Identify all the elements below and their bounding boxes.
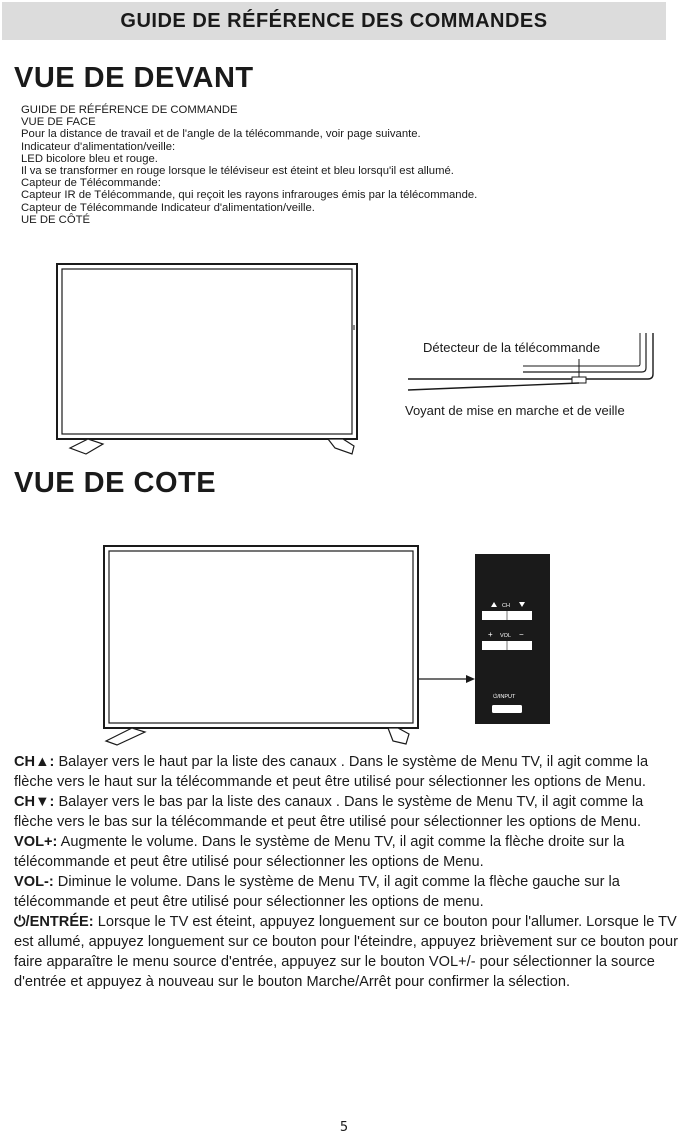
page-number: 5 <box>339 1120 349 1135</box>
button-descriptions <box>14 752 686 992</box>
description-label: VOL+: <box>14 834 58 850</box>
front-view-line: LED bicolore bleu et rouge. <box>21 152 158 165</box>
page-title: GUIDE DE RÉFÉRENCE DES COMMANDES <box>120 9 548 32</box>
front-view-line: Capteur IR de Télécommande, qui reçoit les rayons infrarouges émis par la télécommande. <box>21 189 478 202</box>
description-vol-minus <box>14 872 686 912</box>
front-view-line: Capteur de Télécommande Indicateur d'alimentation/veille. <box>21 201 315 214</box>
side-view-heading: VUE DE COTE <box>14 467 217 499</box>
vol-plus-label: + <box>488 630 493 639</box>
description-ch-down <box>14 792 686 832</box>
vol-label: VOL <box>500 633 512 639</box>
ch-label: CH <box>502 603 510 609</box>
power-led-callout: Voyant de mise en marche et de veille <box>405 403 625 418</box>
side-tv-left-foot <box>106 728 145 745</box>
front-view-line: Indicateur d'alimentation/veille: <box>21 140 176 153</box>
description-label: ⏻/ENTRÉE: <box>14 914 94 930</box>
description-text: Balayer vers le bas par la liste des canaux . Dans le système de Menu TV, il agit comme la flèche vers le bas sur la télécommande et peut être utilisé pour sélectionner les options de Menu. <box>14 794 644 830</box>
remote-sensor-window <box>572 377 586 383</box>
description-label: VOL-: <box>14 874 54 890</box>
description-vol-plus <box>14 832 686 872</box>
front-view-line: Pour la distance de travail et de l'angle de la télécommande, voir page suivante. <box>21 128 421 141</box>
description-ch-up <box>14 752 686 792</box>
description-power-input <box>14 912 686 992</box>
input-label: ⏻/INPUT <box>493 694 516 700</box>
description-text: Diminue le volume. Dans le système de Menu TV, il agit comme la flèche gauche sur la télécommande et peut être utilisé pour sélectionner les options de menu. <box>14 874 620 910</box>
front-view-line: Capteur de Télécommande: <box>21 177 161 190</box>
description-text: Augmente le volume. Dans le système de Menu TV, il agit comme la flèche droite sur la télécommande et peut être utilisé pour sélectionner les options de Menu. <box>14 834 625 870</box>
vol-minus-label: − <box>519 630 524 639</box>
front-view-line: UE DE CÔTÉ <box>21 213 91 226</box>
front-view-line: Il va se transformer en rouge lorsque le téléviseur est éteint et bleu lorsqu'il est allumé. <box>21 165 454 178</box>
front-tv-screen <box>62 269 352 434</box>
description-text: Balayer vers le haut par la liste des canaux . Dans le système de Menu TV, il agit comme la flèche vers le haut sur la télécommande et peut être utilisé pour sélectionner les options de Menu. <box>14 754 649 790</box>
description-text: Lorsque le TV est éteint, appuyez longuement sur ce bouton pour l'allumer. Lorsque le TV est allumé, appuyez longuement sur ce bouton pour l'éteindre, appuyez brièvement sur ce bouton pour faire apparaître le menu source d'entrée, appuyez sur le bouton VOL+/- pour sélectionner la source d'entrée et appuyez à nouveau sur le bouton Marche/Arrêt pour confirmer la sélection. <box>14 914 678 990</box>
front-view-heading: VUE DE DEVANT <box>14 62 254 94</box>
side-tv-screen <box>109 551 413 723</box>
front-view-line: GUIDE DE RÉFÉRENCE DE COMMANDE <box>21 104 238 116</box>
description-label: CH▼: <box>14 794 55 810</box>
power-input-button[interactable] <box>492 705 522 713</box>
power-led-leader <box>408 383 579 390</box>
front-tv-left-foot <box>70 439 103 454</box>
front-tv-right-foot <box>328 439 354 454</box>
side-tv-right-foot <box>388 728 409 744</box>
description-label: CH▲: <box>14 754 55 770</box>
front-view-line: VUE DE FACE <box>21 116 96 129</box>
remote-sensor-callout: Détecteur de la télécommande <box>423 340 601 355</box>
